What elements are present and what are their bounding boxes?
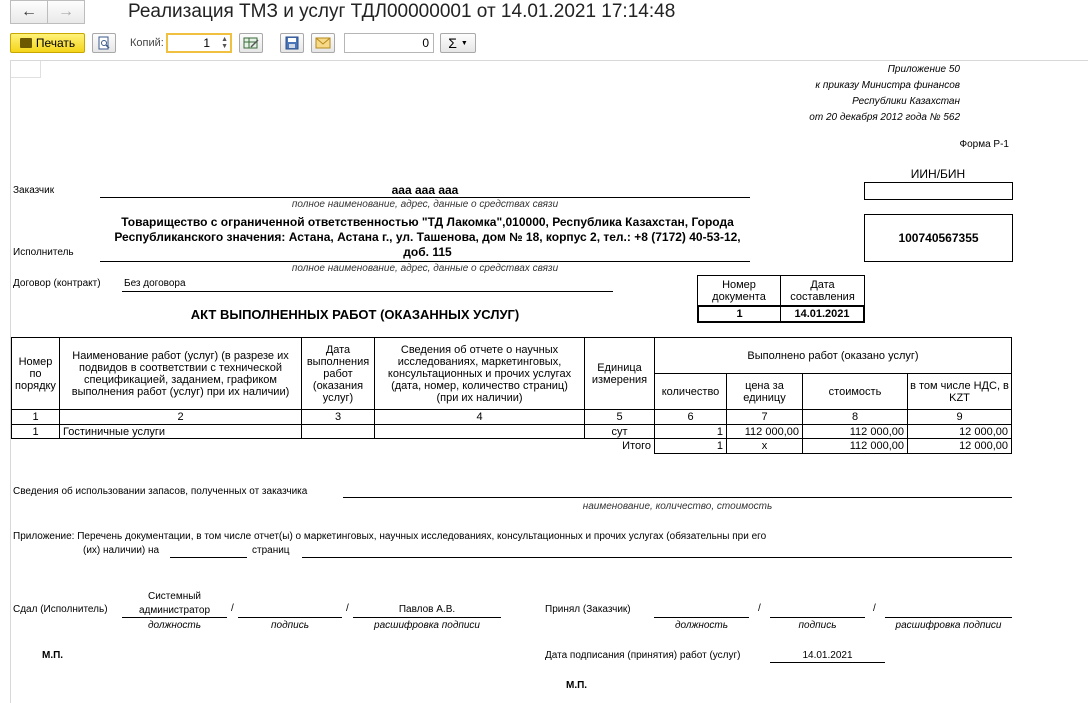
doc-number-value: 1 xyxy=(697,305,781,323)
colnum-9: 9 xyxy=(907,409,1012,425)
colnum-2: 2 xyxy=(59,409,302,425)
th-done: Выполнено работ (оказано услуг) xyxy=(654,337,1012,374)
colnum-1: 1 xyxy=(11,409,60,425)
row-cost: 112 000,00 xyxy=(802,424,908,439)
colnum-5: 5 xyxy=(584,409,655,425)
print-button[interactable] xyxy=(10,33,85,53)
row-price: 112 000,00 xyxy=(726,424,803,439)
total-qty: 1 xyxy=(654,438,727,454)
executor-iin-box: 100740567355 xyxy=(864,214,1013,262)
cap-position-2: должность xyxy=(674,620,729,631)
slash-4: / xyxy=(873,603,876,614)
executor-underline xyxy=(100,261,750,262)
th-date: Дата выполнения работ (оказания услуг) xyxy=(301,337,375,410)
appendix-line2b: страниц xyxy=(252,545,290,556)
save-icon xyxy=(285,36,299,50)
th-cost: стоимость xyxy=(802,373,908,410)
total-label: Итого xyxy=(622,440,651,452)
colnum-8: 8 xyxy=(802,409,908,425)
title-bar xyxy=(0,0,1088,28)
arrow-left-icon: ← xyxy=(21,3,37,20)
colnum-4: 4 xyxy=(374,409,585,425)
save-button[interactable] xyxy=(280,33,304,53)
handed-position1: Системный xyxy=(147,591,201,602)
copies-value: 1 xyxy=(203,36,210,50)
stock-label: Сведения об использовании запасов, полученных от заказчика xyxy=(13,486,308,497)
received-label: Принял (Заказчик) xyxy=(545,604,631,615)
printer-icon xyxy=(20,38,32,48)
sum-mode-button[interactable] xyxy=(440,33,476,53)
cap-signature-1: подпись xyxy=(271,620,309,631)
row-date xyxy=(301,424,375,439)
doc-date-header: Дата составления xyxy=(780,275,865,306)
cap-decode-1: расшифровка подписи xyxy=(374,620,480,631)
handed-signature-underline xyxy=(238,617,342,618)
total-price: х xyxy=(726,438,803,454)
preview-button[interactable] xyxy=(92,33,116,53)
row-qty: 1 xyxy=(654,424,727,439)
stock-caption: наименование, количество, стоимость xyxy=(582,501,773,512)
slash-1: / xyxy=(231,603,234,614)
colnum-7: 7 xyxy=(726,409,803,425)
th-report: Сведения об отчете о научных исследованиях, маркетинговых, консультационных и прочих услугах (дата, номер, количество страниц) (при их наличии) xyxy=(374,337,585,410)
received-name-underline xyxy=(885,617,1012,618)
header-line3: Республики Казахстан xyxy=(852,96,960,107)
header-line4: от 20 декабря 2012 года № 562 xyxy=(809,112,960,123)
contract-value: Без договора xyxy=(124,278,186,289)
cap-position-1: должность xyxy=(147,620,202,631)
executor-label: Исполнитель xyxy=(13,247,74,258)
stamp-place-1: М.П. xyxy=(42,650,64,661)
iin-label: ИИН/БИН xyxy=(910,167,966,181)
contract-underline xyxy=(122,291,613,292)
th-qty: количество xyxy=(654,373,727,410)
send-email-button[interactable] xyxy=(311,33,335,53)
appendix-line1: Приложение: Перечень документации, в том числе отчет(ы) о маркетинговых, научных исследованиях, консультационных и прочих услугах (обязательны при его xyxy=(13,531,767,542)
preview-icon xyxy=(97,36,111,50)
window-title: Реализация ТМЗ и услуг ТДЛ00000001 от 14.01.2021 17:14:48 xyxy=(128,1,676,22)
copies-input[interactable] xyxy=(166,33,232,53)
slash-3: / xyxy=(758,603,761,614)
colnum-6: 6 xyxy=(654,409,727,425)
table-edit-button[interactable] xyxy=(239,33,263,53)
row-unit: сут xyxy=(584,424,655,439)
stock-underline xyxy=(343,497,1012,498)
sum-input[interactable]: 0 xyxy=(344,33,434,53)
appendix-line2a: (их) наличии) на xyxy=(83,545,160,556)
th-vat: в том числе НДС, в KZT xyxy=(907,373,1012,410)
handed-label: Сдал (Исполнитель) xyxy=(13,604,108,615)
customer-value: ааа ааа ааа xyxy=(391,183,459,197)
th-unit: Единица измерения xyxy=(584,337,655,410)
sign-date-underline xyxy=(770,662,885,663)
customer-underline xyxy=(100,197,750,198)
handed-name-underline xyxy=(353,617,501,618)
sign-date-label: Дата подписания (принятия) работ (услуг) xyxy=(545,650,741,661)
executor-line2: Республиканского значения: Астана, Астана г., ул. Ташенова, дом № 18, корпус 2, тел.: +8 (7172) 40-53-12, xyxy=(114,230,741,244)
form-number: Форма Р-1 xyxy=(959,139,1009,150)
customer-label: Заказчик xyxy=(13,185,55,196)
th-price: цена за единицу xyxy=(726,373,803,410)
handed-position xyxy=(122,590,227,618)
customer-iin-box xyxy=(864,182,1013,200)
appendix-pages-underline xyxy=(170,557,247,558)
envelope-icon xyxy=(315,37,331,49)
doc-number-header: Номер документа xyxy=(697,275,781,306)
row-report xyxy=(374,424,585,439)
legal-header xyxy=(700,62,960,126)
cap-signature-2: подпись xyxy=(798,620,837,631)
contract-label: Договор (контракт) xyxy=(13,278,101,289)
row-vat: 12 000,00 xyxy=(907,424,1012,439)
header-line2: к приказу Министра финансов xyxy=(815,80,960,91)
sign-date-value: 14.01.2021 xyxy=(802,650,853,661)
back-button[interactable] xyxy=(10,0,48,24)
header-line1: Приложение 50 xyxy=(887,64,960,75)
received-signature-underline xyxy=(770,617,865,618)
colnum-3: 3 xyxy=(301,409,375,425)
executor-line3: доб. 115 xyxy=(403,245,452,259)
table-edit-icon xyxy=(243,36,259,50)
handed-position-underline xyxy=(122,617,227,618)
th-name: Наименование работ (услуг) (в разрезе их подвидов в соответствии с технической спецификацией, заданием, графиком выполнения работ (услуг) при их наличии) xyxy=(59,337,302,410)
forward-button[interactable] xyxy=(47,0,85,24)
executor-line1: Товарищество с ограниченной ответственностью "ТД Лакомка",010000, Республика Казахстан, Города xyxy=(121,215,734,229)
total-cost: 112 000,00 xyxy=(802,438,908,454)
cap-decode-2: расшифровка подписи xyxy=(895,620,1002,631)
row-num: 1 xyxy=(11,424,60,439)
row-name: Гостиничные услуги xyxy=(59,424,302,439)
corner-cell xyxy=(11,61,41,78)
received-position-underline xyxy=(654,617,749,618)
handed-name: Павлов А.В. xyxy=(398,604,456,615)
appendix-underline xyxy=(302,557,1012,558)
copies-label: Копий: xyxy=(130,37,164,49)
stamp-place-2: М.П. xyxy=(566,680,588,691)
act-title: АКТ ВЫПОЛНЕННЫХ РАБОТ (ОКАЗАННЫХ УСЛУГ) xyxy=(190,307,520,322)
total-vat: 12 000,00 xyxy=(907,438,1012,454)
spin-icon[interactable]: ▲ ▼ xyxy=(221,36,228,50)
toolbar xyxy=(0,28,1088,58)
handed-position2: администратор xyxy=(138,605,211,616)
sigma-icon: Σ xyxy=(448,35,457,51)
print-label: Печать xyxy=(35,36,76,50)
executor-caption: полное наименование, адрес, данные о средствах связи xyxy=(291,263,559,274)
th-num: Номер по порядку xyxy=(11,337,60,410)
customer-caption: полное наименование, адрес, данные о средствах связи xyxy=(291,199,559,210)
slash-2: / xyxy=(346,603,349,614)
chevron-down-icon: ▼ xyxy=(460,39,468,47)
executor-value xyxy=(100,215,755,260)
doc-date-value: 14.01.2021 xyxy=(780,305,865,323)
arrow-right-icon: → xyxy=(58,3,74,20)
